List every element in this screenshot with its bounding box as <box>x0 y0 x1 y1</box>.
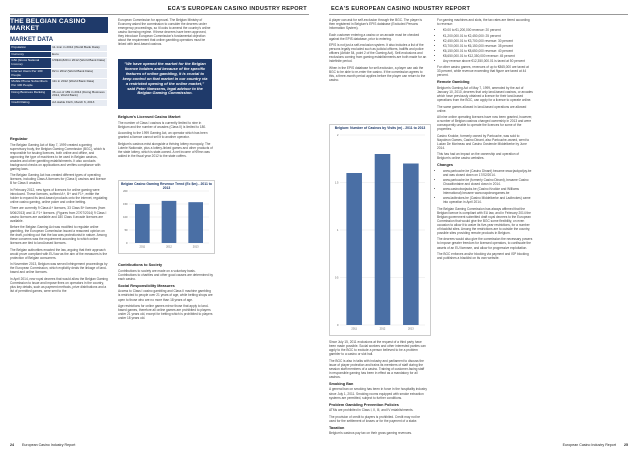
chart-plot <box>330 131 429 333</box>
bar <box>188 202 203 243</box>
paragraph: Before the Belgian Gaming Act was modified to regulate online gambling, the European Commission issued a reasoned opinion on the draft, pointing out that the law was protectionist in nature. Among these concerns was the requirement according to which online licences are tied to land-based licences. <box>10 225 107 246</box>
paragraph: Age restrictions for online games mirror those that apply to land-based games, therefore all online games are prohibited to players under 21 years old, except for betting which is prohibited to players under 18 years old. <box>118 303 213 321</box>
taxation-heading: Taxation <box>329 425 345 430</box>
market-data-row <box>10 79 107 89</box>
paragraph: ATMs are prohibited in Class I, II, III, and IV establishments. <box>329 408 414 413</box>
footer-right <box>563 443 628 447</box>
paragraph: Casino Knokke, formerly owned by Partouche, was sold to Napoleon Games, Casino Dinant, also Partouche-owned, went to Ludan De Morineau and Casino Oostende Middelkerke by June 2014. <box>437 133 530 150</box>
market-data-key: Internet Users Per 100 People <box>10 68 51 78</box>
y-tick-label: 0.5 <box>334 276 339 280</box>
market-data-row <box>10 51 107 58</box>
market-data-key: Mobile Phone Subscribers Per 100 People <box>10 79 51 89</box>
bar <box>346 173 362 325</box>
changes-item: • www.casinoboxjacks.be (Casino Knokke and Williams International) became www.napoleongames.be <box>443 187 533 195</box>
paragraph: For gaming machines and slots, the tax rates are tiered according to revenue: <box>437 18 530 27</box>
contributions-heading: Contributions to Society <box>118 263 163 267</box>
bar <box>375 154 391 325</box>
section-title: THE BELGIAN CASINO MARKET <box>10 17 108 33</box>
tax-tier-item: • Any revenue above €12,350,000.01 is taxed at 50 percent <box>443 59 533 63</box>
y-tick-label: 100 <box>123 216 128 219</box>
paragraph: All nine online operating licences have now been granted, however, a number of Belgian casinos changed ownership in 2013 and were consequently unable to operate the licences for some of the properties. <box>437 115 533 132</box>
paragraph: Access to Class I casino gambling and Class II machine gambling is restricted to people over 21 years of age, while betting shops are open to those who are no more than 18 years of age. <box>118 289 213 302</box>
market-data-value: 82 in 2012 (World Bank Data) <box>51 68 107 78</box>
revenue-chart <box>118 180 215 254</box>
y-tick-label: 50 <box>124 229 128 232</box>
tax-tier-item: • €8,650,000.01 to €12,350,000 revenue: 45 percent <box>443 54 533 58</box>
header-rule-left <box>10 14 309 15</box>
market-data-row <box>10 68 107 78</box>
changes-item: • www.ladbrokes.be (Casino Middelkerke and Ladbrokes) came into operation in April 2014. <box>443 196 533 204</box>
right-column-2 <box>437 18 533 262</box>
x-tick-label: 2012 <box>379 327 386 331</box>
y-tick-label: 0 <box>337 324 339 327</box>
licensed-market-heading: Belgium's Licensed Casino Market <box>118 115 181 119</box>
bar <box>135 204 150 243</box>
x-tick-label: 2012 <box>166 245 172 249</box>
regulator-heading: Regulator <box>10 137 28 141</box>
tax-tier-item: • €0.00 to €1,200,000 revenue: 20 percent <box>443 28 533 32</box>
x-tick-label: 2011 <box>351 327 357 331</box>
page-number-right: 25 <box>624 443 628 447</box>
footer-text-left: European Casino Industry Report <box>22 443 76 447</box>
right-page <box>319 0 638 452</box>
paragraph: Since July 15, 2011 exclusions at the request of a third party have been made possible. Social workers and other interested parties can apply to the BGC to exclude a person believed to be a problem gambler to a casino or slot hall. <box>329 340 426 357</box>
changes-list <box>437 169 533 204</box>
footer-left <box>10 443 75 447</box>
market-data-label: MARKET DATA <box>10 37 54 43</box>
paragraph: In February 2012, new types of licences for online gaming were introduced. These licences, suffixed A+, B+ and F1+, entitle the holder to expand its land-based products onto the internet, regulating online casino gaming, online poker and online betting. <box>10 187 108 205</box>
market-data-value: Euro <box>51 51 107 58</box>
paragraph: There are currently 9 Class A+ licences, 33 Class B+ licences (from 5/06/2013) and 11 F1+ licences. (Figures from 27/07/2014) 9 Class I casino licences are available and 180 Class II arcade licences are available. <box>10 206 107 223</box>
changes-item: • www.partouche.be (formerly Casino Dinant), became Casino Chaudfontaine and closed down in 2014. <box>443 178 533 186</box>
right-column-1-bottom <box>329 340 427 438</box>
left-column-1 <box>10 134 108 295</box>
y-tick-label: 200 <box>123 190 128 193</box>
paragraph: Belgium's casinos pay tax on their gross gaming revenues. <box>329 431 412 436</box>
market-data-value: AA stable Fitch, March 6, 2013 <box>51 100 107 107</box>
left-column-2-bottom <box>118 260 213 323</box>
paragraph: According to the 1999 Gaming Act, an operator which has been granted a licence cannot sell it to another operator. <box>118 131 208 140</box>
market-data-key: Population <box>10 45 51 51</box>
visits-chart <box>329 124 431 336</box>
paragraph: For other casino games, revenues of up to €865,000 are taxed at 33 percent, while revenue exceeding that figure are taxed at 44 percent. <box>437 65 529 78</box>
paragraph: In April 2014, new royal decrees that would allow the Belgian Gaming Commission to issue and impose fines on operators in the country, plus key details, such as payment methods, prize distributions and a list of permitted games, were sent to the <box>10 276 108 293</box>
market-data-value: 11.1mn in 2012 (World Bank Data) <box>51 45 107 51</box>
market-data-row <box>10 58 107 68</box>
market-data-key: GNI (Gross National Income) <box>10 58 51 68</box>
paragraph: In November 2013, Belgium was served infringement proceedings by the European Commission, which explicitly deals the linkage of land-based and online licences. <box>10 262 108 275</box>
x-tick-label: 2011 <box>139 245 146 249</box>
y-tick-label: 150 <box>123 203 128 206</box>
paragraph: This has had an impact on the ownership and operation of Belgium's online casino websites. <box>437 152 520 161</box>
paragraph: The BGC enforces and/or blocking via payment and ISP blocking and publishes a blacklist on its own website. <box>437 251 529 260</box>
paragraph: The Belgian authorities enacted the law, arguing that their approach would prove compliant with EU law as the aim of the measures is the protection of Belgian consumers. <box>10 247 108 260</box>
problem-gambling-heading: Problem Gambling Prevention Policies <box>329 402 399 407</box>
paragraph: European Commission for approval. The Belgian Ministry of Economy asked the commission to consider the decrees under emergency proceedings, so it looks to amend the country's online casino licensing regime. If these decrees have been approved, they introduce European Commission's fundamental objection about the requirement that online gambling operators must be linked with land-based casinos. <box>118 18 211 47</box>
market-data-table <box>10 45 107 107</box>
paragraph: Belgium's Gaming Act of May 7, 1999, amended by the act of January 10, 2010, decrees that only land-based casinos, or arcades which have previously obtained a licence for their land-based operations from the BGC, can apply for a licence to operate online. <box>437 85 533 103</box>
chart-title: Belgium: Number of Casinos by Visits (m) - 2011 to 2013 <box>334 126 426 130</box>
paragraph: The BGC is also in talks with industry and parliament to discuss the issue of player protection and trains its members of staff during the session staff members of a casino. Training of customer-facing staff in responsible gaming has been in effect as a mandatory for all casinos. <box>329 358 425 379</box>
header-rule-right <box>329 14 628 15</box>
y-tick-label: 1 <box>337 229 339 232</box>
running-title-left: ECA'S EUROPEAN CASINO INDUSTRY REPORT <box>167 6 307 12</box>
paragraph: The Belgian Gaming Act has created different types of operating licences, including Class A licences for (Class I) casinos and licence B for Class II arcades. <box>10 173 106 186</box>
market-data-key: Currency <box>10 51 51 58</box>
x-tick-label: 2013 <box>192 245 199 249</box>
paragraph: The number of Class I casinos is currently limited to nine in Belgium and the number of arcades (Class II) is limited to 180. <box>118 120 207 129</box>
market-data-row <box>10 100 107 107</box>
market-data-value: 36 out of 189 in 2014 (Doing Business 2014, World Bank) <box>51 89 107 99</box>
chart-title: Belgian Casino Gaming Revenue Trend (Ec $m) - 2011 to 2013 <box>120 182 212 190</box>
paragraph: The same games allowed in land-based operations are allowed online. <box>437 104 527 113</box>
paragraph: The Belgian Gaming Commission has always affirmed that the Belgian licence is compliant with EU law, and in February 2014 the Belgian government submitted draft royal decrees to the European Commission that would give the BGC some flexibility, on even occasion to allow it to waive its five-year restrictions, for a number of blacklist sites. Among the restrictions are to outside the country, possible sites providing remote products in Belgium. <box>437 206 531 235</box>
tax-tier-item: • €1,200,000.01 to €2,450,000: 25 percent <box>443 34 533 38</box>
left-column-2-top <box>118 18 213 49</box>
paragraph: The decrees would also give the commission the necessary powers to impose greater freedom for licensed operators, to confiscate the assets of an EU licensee, and allow for progressive exploitation. <box>437 237 533 250</box>
tax-tier-item: • €3,700,000.01 to €6,150,000 revenue: 35 percent <box>443 44 533 48</box>
changes-heading: Changes <box>437 163 454 168</box>
paragraph: The Belgian Gaming Act of May 7, 1999 created a gaming supervisory body, the Belgian Gaming Commission (BGC), which is responsible for issuing licences, both online and offline, and approving the type of machines to be used in Belgian casinos, arcades and other gambling establishments. It also conducts background checks on applications and verifies compliance with gaming laws. <box>10 142 106 171</box>
remote-gambling-heading: Remote Gambling <box>437 80 470 85</box>
paragraph: Each customer entering a casino or an arcade must be checked against the EPIS database, prior to entering. <box>329 32 420 41</box>
chart-plot <box>119 187 213 251</box>
bar <box>162 201 177 243</box>
y-tick-label: 0 <box>126 242 128 245</box>
paragraph: When in the EPIS database for self-exclusion, a player can ask the BGC to be able to re-enter the casino. If the commission agrees to this, a three-month period applies before the player can return to the casino. <box>329 65 426 82</box>
left-column-2 <box>118 112 213 160</box>
right-column-1-top <box>329 18 427 84</box>
changes-item: • www.partouche.be (Casino Dinant) became www.jackpotjoy.be and was closed down on 17/02/2014. <box>443 169 533 177</box>
market-data-row <box>10 89 107 99</box>
market-data-key: Doing Business Ranking <box>10 89 51 99</box>
y-tick-label: 1.5 <box>334 181 339 185</box>
market-data-value: 111 in 2012 (World Bank Data) <box>51 79 107 89</box>
paragraph: A general ban on smoking has been in force in the hospitality industry since July 1, 2011. Smoking rooms equipped with smoke extraction systems are permitted, subject to further conditions. <box>329 387 427 400</box>
paragraph: Belgium's casinos exist alongside a thriving lottery monopoly, The Loterie Nationale, plus a lottery-linked games and other products of the state lottery, which is state-owned. A net income of €9mn was added in the fiscal year 2012 to the state coffers. <box>118 141 213 158</box>
social-responsibility-heading: Social Responsibility Measures <box>118 283 175 288</box>
tax-tier-item: • €6,150,000.01 to €8,650,000 revenue: 40 percent <box>443 49 533 53</box>
paragraph: Contributions to society are made on a voluntary basis. Contributions to charities and other good causes are determined by each casino. <box>118 268 213 281</box>
market-data-key: Credit Rating <box>10 100 51 107</box>
bar <box>403 164 419 326</box>
pull-quote: "We have opened the market for the Belgian licence holders and because of the specific features of online gambling, it is crucial to keep control on that market in our country via a restricted opening of the online market," said Peter Naessens, legal advisor to the Belgian Gaming Commission. <box>118 59 212 109</box>
paragraph: The provision of credit to players is prohibited. Credit may not be used for the settlement of losses or for the payment of a stake. <box>329 414 421 423</box>
y-tick-label: 2 <box>337 134 339 137</box>
page-number-left: 24 <box>10 443 14 447</box>
tax-tier-item: • €2,450,000.01 to €3,700,000 revenue: 30 percent <box>443 39 533 43</box>
market-data-value: US$44,820 in 2012 (World Bank Data) <box>51 58 107 68</box>
x-tick-label: 2013 <box>407 327 414 331</box>
paragraph: EPIS is not just a self-exclusion system. It also includes a list of the persons legally excluded such as judicial officers, bailiffs and police officers (Article 54, point 2 of the Gaming Act). Self-exclusions and exclusions coming from gaming establishments are both made for an indefinite period. <box>329 43 427 64</box>
tax-tier-list <box>437 28 533 62</box>
footer-text-right: European Casino Industry Report <box>562 443 616 447</box>
running-title-right: ECA'S EUROPEAN CASINO INDUSTRY REPORT <box>331 6 471 12</box>
smoking-ban-heading: Smoking Ban <box>329 381 354 386</box>
paragraph: A player can ask for self-exclusion through the BGC. The player is then registered in Belgium's EPIS database (Excluded Persons Information System). <box>329 18 422 31</box>
